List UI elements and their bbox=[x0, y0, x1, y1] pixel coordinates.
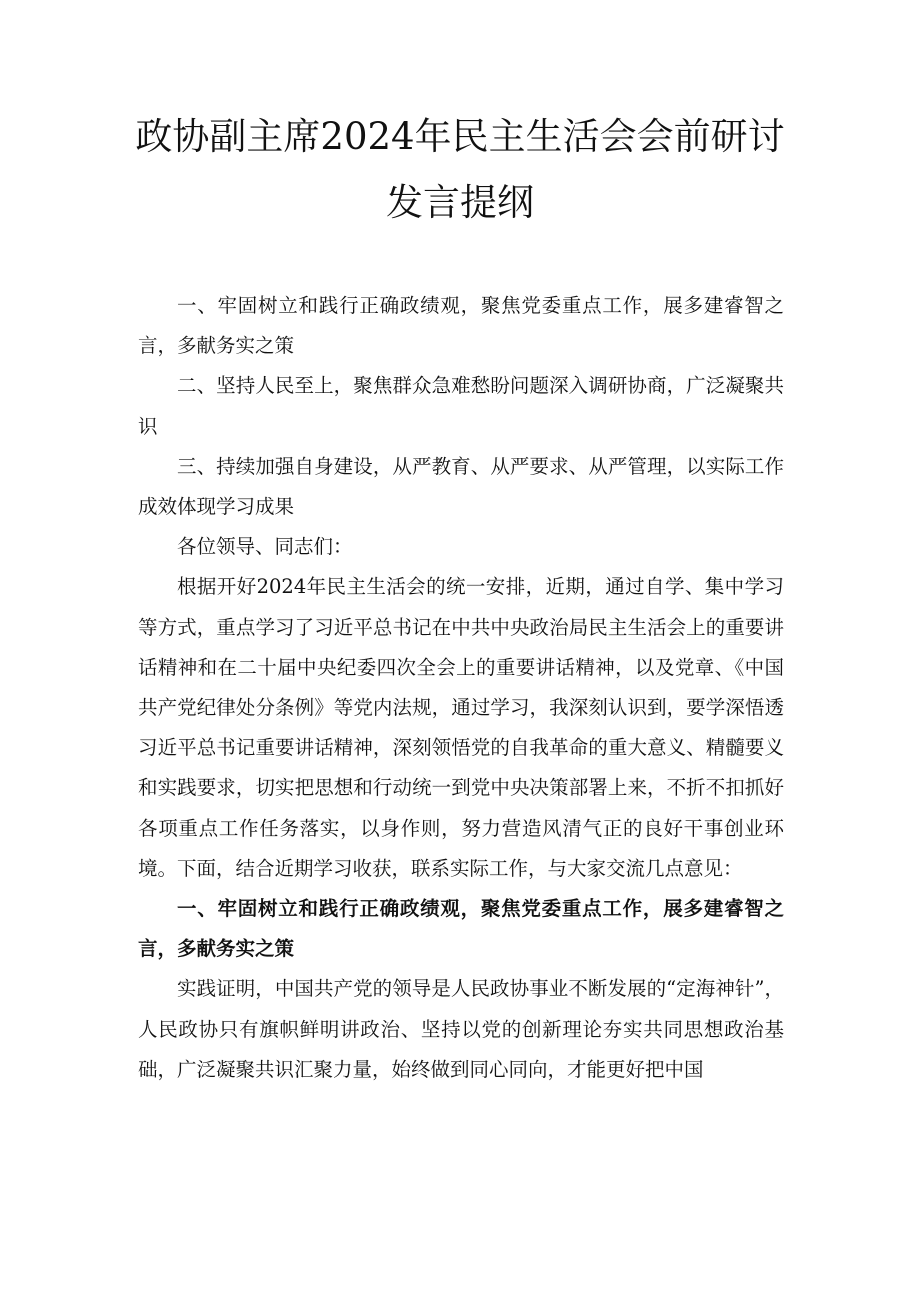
outline-item-1: 一、牢固树立和践行正确政绩观，聚焦党委重点工作，展多建睿智之言，多献务实之策 bbox=[138, 294, 784, 358]
section-1-paragraph: 实践证明，中国共产党的领导是人民政协事业不断发展的“定海神针”，人民政协只有旗帜鲜明讲政治、坚持以党的创新理论夯实共同思想政治基础，广泛凝聚共识汇聚力量，始终做到同心同向，才能更好把中国 bbox=[138, 977, 784, 1081]
salutation: 各位领导、同志们： bbox=[177, 535, 353, 559]
intro-paragraph: 根据开好2024年民主生活会的统一安排，近期，通过自学、集中学习等方式，重点学习了习近平总书记在中共中央政治局民主生活会上的重要讲话精神和在二十届中央纪委四次全会上的重要讲话精神，以及党章、《中国共产党纪律处分条例》等党内法规，通过学习，我深刻认识到，要学深悟透习近平总书记重要讲话精神，深刻领悟党的自我革命的重大意义、精髓要义和实践要求，切实把思想和行动统一到党中央决策部署上来，不折不扣抓好各项重点工作任务落实，以身作则，努力营造风清气正的良好干事创业环境。下面，结合近期学习收获，联系实际工作，与大家交流几点意见： bbox=[138, 575, 784, 880]
outline-item-2: 二、坚持人民至上，聚焦群众急难愁盼问题深入调研协商，广泛凝聚共识 bbox=[138, 374, 784, 438]
document-body bbox=[138, 286, 784, 1090]
outline-item-3: 三、持续加强自身建设，从严教育、从严要求、从严管理，以实际工作成效体现学习成果 bbox=[138, 454, 784, 519]
section-1-heading: 一、牢固树立和践行正确政绩观，聚焦党委重点工作，展多建睿智之言，多献务实之策 bbox=[138, 897, 784, 961]
document-title: 政协副主席2024年民主生活会会前研讨发言提纲 bbox=[135, 115, 785, 224]
